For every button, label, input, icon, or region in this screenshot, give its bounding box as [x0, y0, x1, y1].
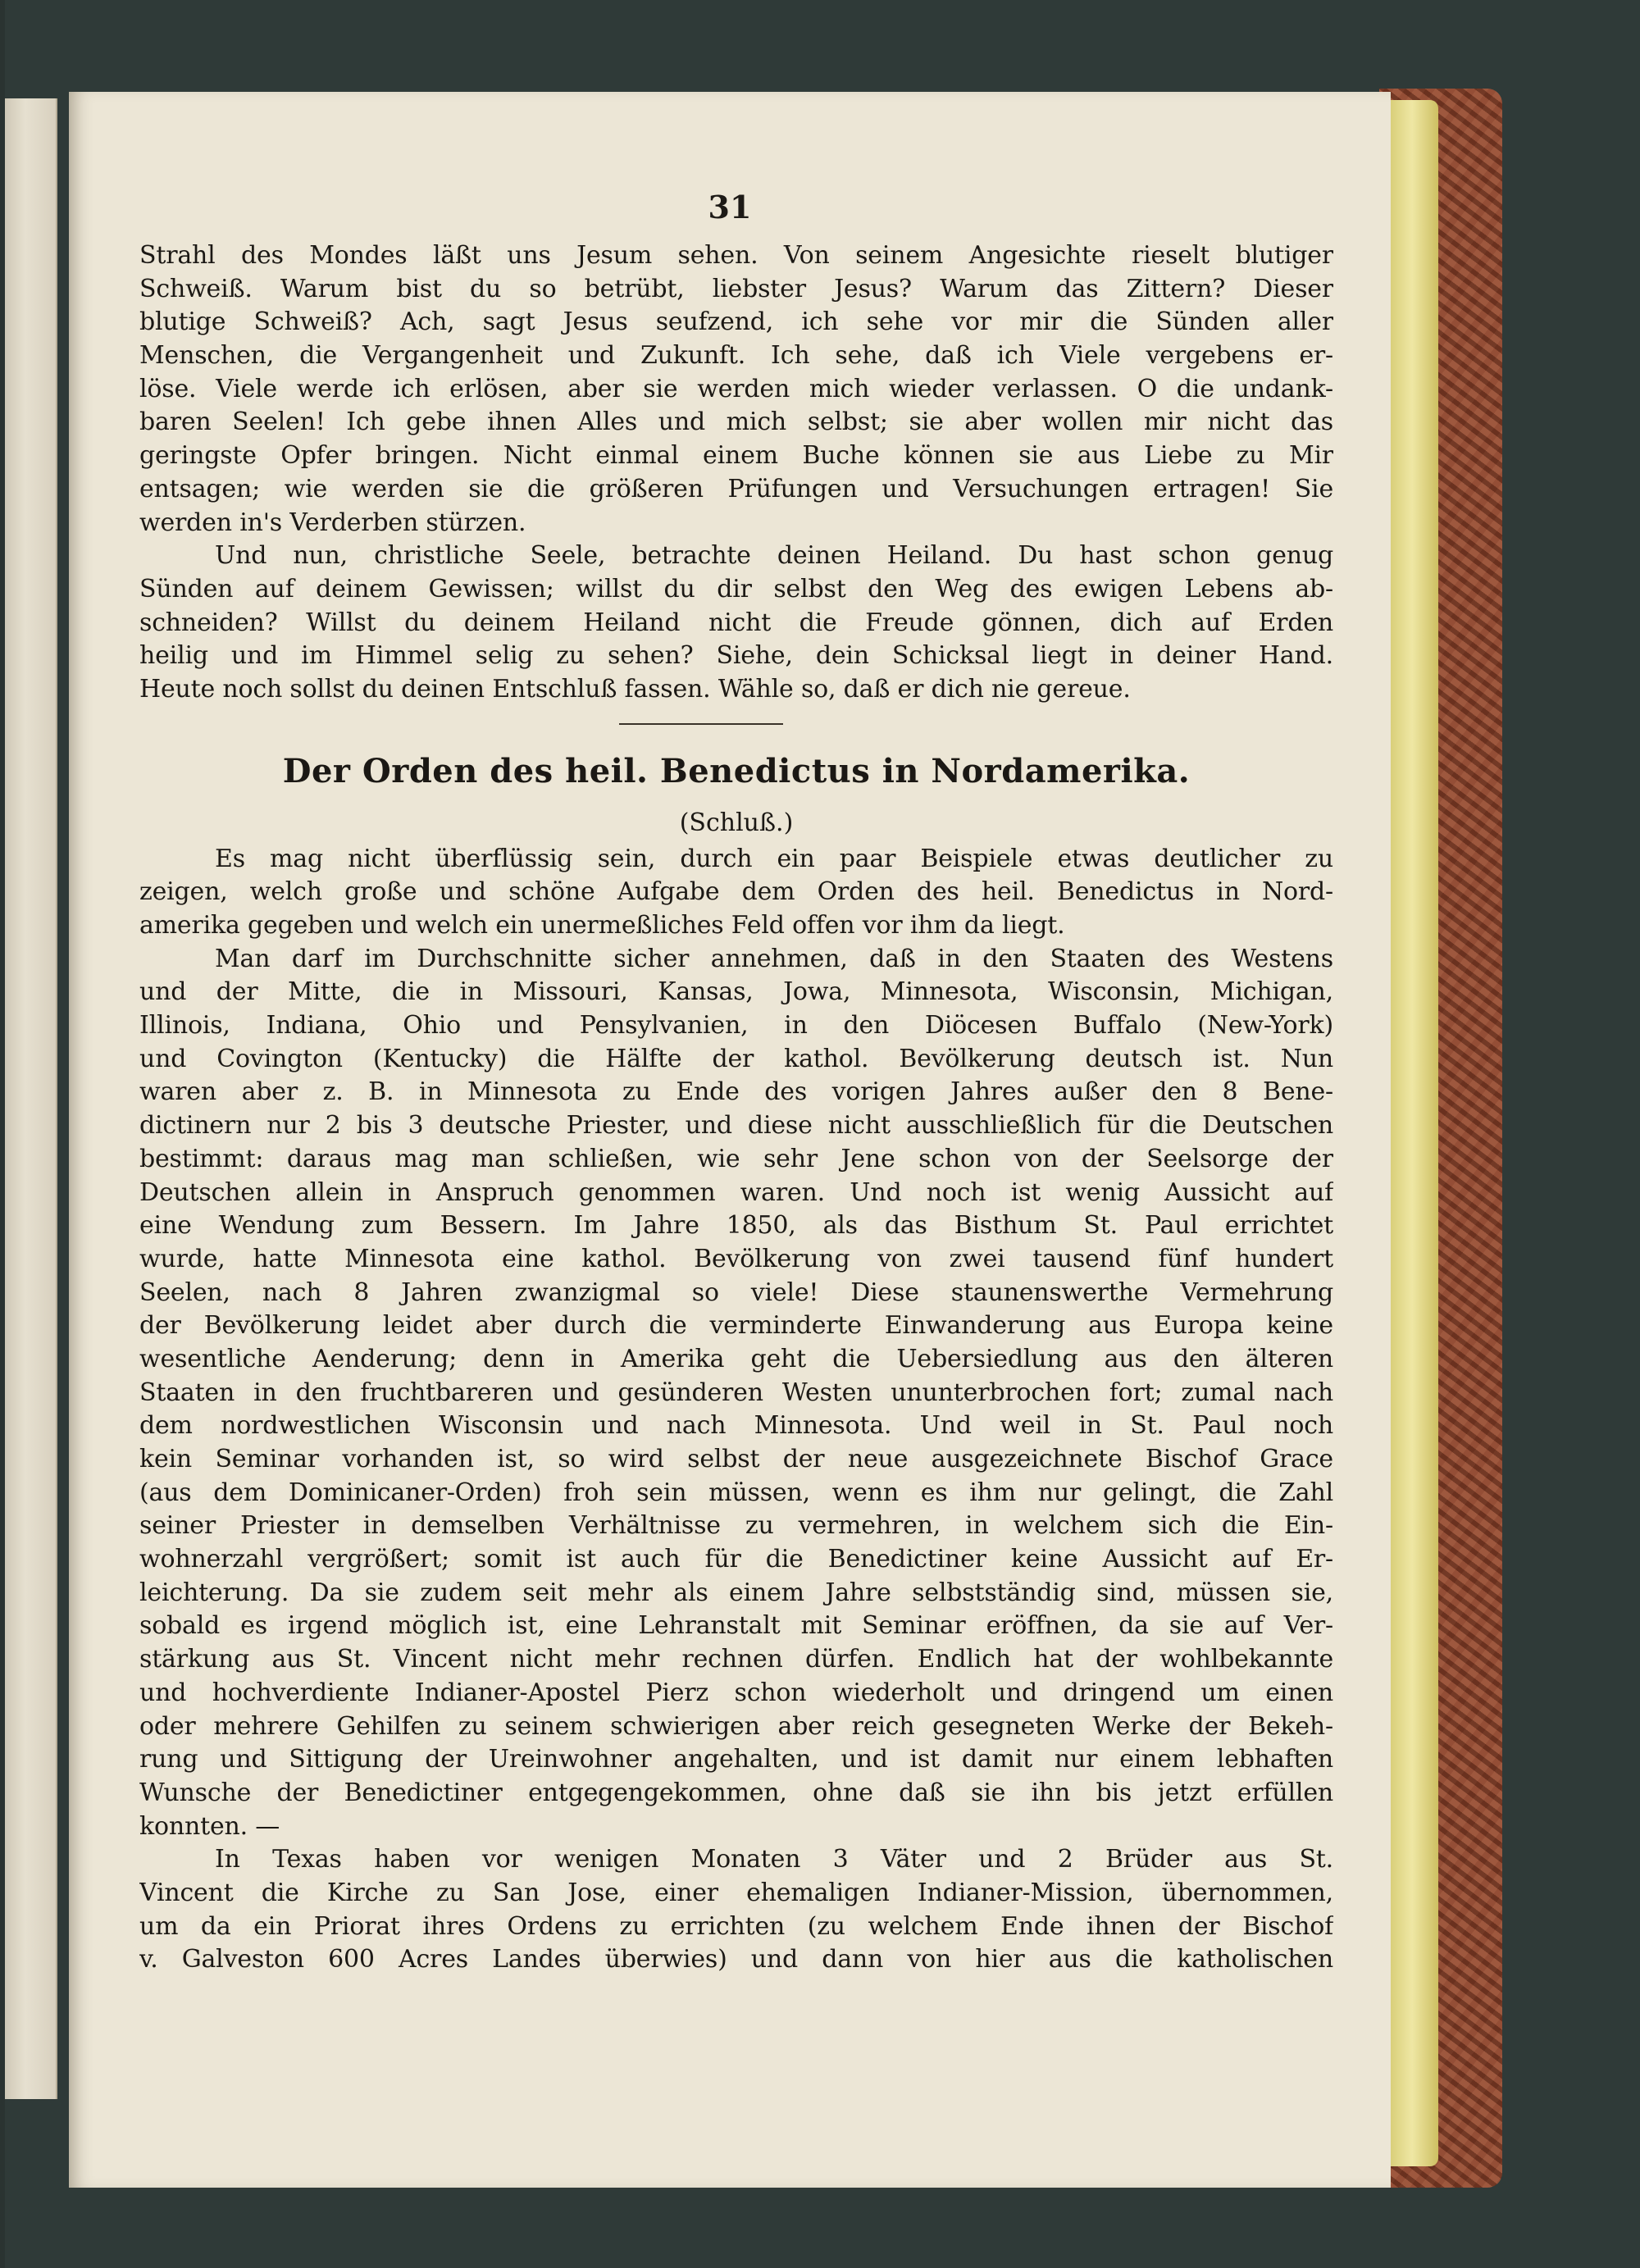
- text-line: und der Mitte, die in Missouri, Kansas, Jowa, Minnesota, Wisconsin, Michigan,: [139, 977, 1333, 1007]
- text-line: stärkung aus St. Vincent nicht mehr rechnen dürfen. Endlich hat der wohlbekannte: [139, 1645, 1333, 1674]
- text-line: löse. Viele werde ich erlösen, aber sie werden mich wieder verlassen. O die undank-: [139, 374, 1333, 403]
- paragraph-1: [139, 239, 1333, 540]
- page-number: 31: [708, 189, 752, 225]
- text-line: Es mag nicht überflüssig sein, durch ein paar Beispiele etwas deutlicher zu: [215, 844, 1333, 873]
- text-line: leichterung. Da sie zudem seit mehr als einem Jahre selbstständig sind, müssen sie,: [139, 1578, 1333, 1607]
- text-line: Und nun, christliche Seele, betrachte deinen Heiland. Du hast schon genug: [215, 541, 1333, 571]
- text-line: blutige Schweiß? Ach, sagt Jesus seufzend, ich sehe vor mir die Sünden aller: [139, 307, 1333, 337]
- text-line: wesentliche Aenderung; denn in Amerika geht die Uebersiedlung aus den älteren: [139, 1344, 1333, 1373]
- text-line: wohnerzahl vergrößert; somit ist auch für die Benedictiner keine Aussicht auf Er-: [139, 1545, 1333, 1574]
- paragraph-4: [139, 943, 1333, 1844]
- text-line: heilig und im Himmel selig zu sehen? Siehe, dein Schicksal liegt in deiner Hand.: [139, 641, 1333, 671]
- text-line: sobald es irgend möglich ist, eine Lehranstalt mit Seminar eröffnen, da sie auf Ver-: [139, 1611, 1333, 1641]
- text-line: Staaten in den fruchtbareren und gesünderen Westen ununterbrochen fort; zumal nach: [139, 1378, 1333, 1407]
- section-subheading: (Schluß.): [679, 808, 794, 837]
- text-line: dictinern nur 2 bis 3 deutsche Priester, und diese nicht ausschließlich für die Deutschen: [139, 1111, 1333, 1141]
- text-line: Sünden auf deinem Gewissen; willst du dir selbst den Weg des ewigen Lebens ab-: [139, 574, 1333, 603]
- text-line: Wunsche der Benedictiner entgegengekommen, ohne daß sie ihn bis jetzt erfüllen: [139, 1778, 1333, 1807]
- text-line: Vincent die Kirche zu San Jose, einer ehemaligen Indianer-Mission, übernommen,: [139, 1878, 1333, 1907]
- paragraph-5: [139, 1843, 1333, 1977]
- gilt-page-edges: [1391, 100, 1438, 2166]
- text-line: um da ein Priorat ihres Ordens zu errichten (zu welchem Ende ihnen der Bischof: [139, 1911, 1333, 1941]
- text-line: zeigen, welch große und schöne Aufgabe dem Orden des heil. Benedictus in Nord-: [139, 877, 1333, 907]
- text-line: Strahl des Mondes läßt uns Jesum sehen. Von seinem Angesichte rieselt blutiger: [139, 241, 1333, 270]
- text-line: Illinois, Indiana, Ohio und Pensylvanien, in den Diöcesen Buffalo (New-York): [139, 1011, 1333, 1041]
- text-line: Man darf im Durchschnitte sicher annehmen, daß in den Staaten des Westens: [215, 944, 1333, 973]
- text-line: dem nordwestlichen Wisconsin und nach Minnesota. Und weil in St. Paul noch: [139, 1411, 1333, 1441]
- text-line: entsagen; wie werden sie die größeren Prüfungen und Versuchungen ertragen! Sie: [139, 474, 1333, 503]
- text-line: rung und Sittigung der Ureinwohner angehalten, und ist damit nur einem lebhaften: [139, 1745, 1333, 1774]
- text-line: und hochverdiente Indianer-Apostel Pierz schon wiederholt und dringend um einen: [139, 1678, 1333, 1707]
- text-line: wurde, hatte Minnesota eine kathol. Bevölkerung von zwei tausend fünf hundert: [139, 1244, 1333, 1273]
- text-line: konnten. —: [139, 1811, 280, 1841]
- text-line: Heute noch sollst du deinen Entschluß fassen. Wähle so, daß er dich nie gereue.: [139, 674, 1131, 704]
- page-text: [139, 239, 1333, 1977]
- facing-page-edge: [5, 98, 57, 2099]
- section-divider: [139, 707, 1333, 740]
- paragraph-3: [139, 843, 1333, 943]
- text-line: geringste Opfer bringen. Nicht einmal einem Buche können sie aus Liebe zu Mir: [139, 441, 1333, 471]
- text-line: kein Seminar vorhanden ist, so wird selbst der neue ausgezeichnete Bischof Grace: [139, 1445, 1333, 1473]
- text-line: bestimmt: daraus mag man schließen, wie sehr Jene schon von der Seelsorge der: [139, 1144, 1333, 1173]
- text-line: In Texas haben vor wenigen Monaten 3 Väter und 2 Brüder aus St.: [215, 1845, 1333, 1874]
- text-line: Schweiß. Warum bist du so betrübt, liebster Jesus? Warum das Zittern? Dieser: [139, 274, 1333, 303]
- text-line: v. Galveston 600 Acres Landes überwies) und dann von hier aus die katholischen: [139, 1945, 1333, 1974]
- text-line: baren Seelen! Ich gebe ihnen Alles und mich selbst; sie aber wollen mir nicht das: [139, 408, 1333, 437]
- text-line: werden in's Verderben stürzen.: [139, 508, 526, 537]
- book-page: [69, 92, 1391, 2188]
- text-line: eine Wendung zum Bessern. Im Jahre 1850, als das Bisthum St. Paul errichtet: [139, 1211, 1333, 1241]
- paragraph-2: [139, 540, 1333, 706]
- divider-rule: [619, 723, 783, 725]
- text-line: oder mehrere Gehilfen zu seinem schwierigen aber reich gesegneten Werke der Bekeh-: [139, 1711, 1333, 1741]
- text-line: (aus dem Dominicaner-Orden) froh sein müssen, wenn es ihm nur gelingt, die Zahl: [139, 1478, 1333, 1507]
- text-line: Menschen, die Vergangenheit und Zukunft. Ich sehe, daß ich Viele vergebens er-: [139, 341, 1333, 371]
- section-heading: Der Orden des heil. Benedictus in Nordamerika.: [282, 751, 1191, 790]
- text-line: Deutschen allein in Anspruch genommen waren. Und noch ist wenig Aussicht auf: [139, 1177, 1333, 1207]
- text-line: der Bevölkerung leidet aber durch die verminderte Einwanderung aus Europa keine: [139, 1311, 1333, 1341]
- text-line: und Covington (Kentucky) die Hälfte der kathol. Bevölkerung deutsch ist. Nun: [139, 1044, 1333, 1073]
- text-line: amerika gegeben und welch ein unermeßliches Feld offen vor ihm da liegt.: [139, 911, 1065, 940]
- text-line: Seelen, nach 8 Jahren zwanzigmal so viele! Diese staunenswerthe Vermehrung: [139, 1277, 1333, 1307]
- text-line: waren aber z. B. in Minnesota zu Ende des vorigen Jahres außer den 8 Bene-: [139, 1077, 1333, 1107]
- text-line: schneiden? Willst du deinem Heiland nicht die Freude gönnen, dich auf Erden: [139, 608, 1333, 637]
- text-line: seiner Priester in demselben Verhältnisse zu vermehren, in welchem sich die Ein-: [139, 1511, 1333, 1541]
